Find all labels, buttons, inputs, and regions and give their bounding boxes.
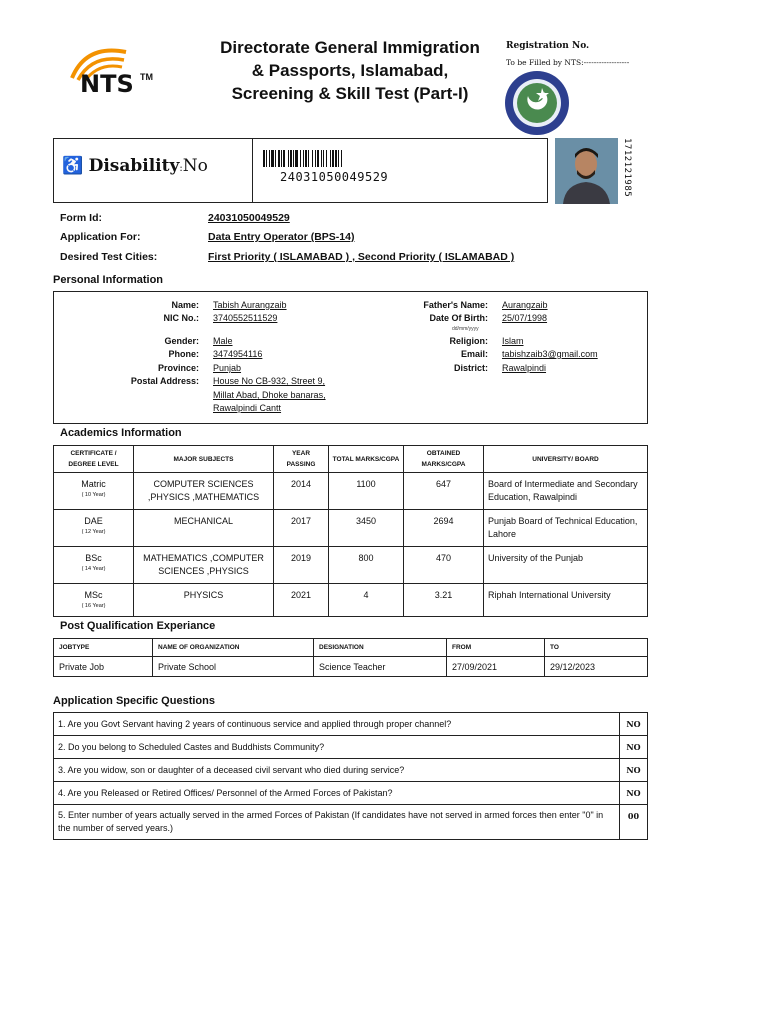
- registration-label: Registration No.: [506, 41, 590, 51]
- degree-level: MSc: [84, 590, 103, 600]
- experience-heading: Post Qualification Experiance: [60, 620, 216, 632]
- from-date: 27/09/2021: [447, 657, 545, 677]
- table-header: UNIVERSITY/ BOARD: [484, 446, 648, 473]
- questions-heading: Application Specific Questions: [53, 695, 215, 707]
- question-text: 2. Do you belong to Scheduled Castes and Buddhists Community?: [54, 736, 620, 759]
- major-subjects: COMPUTER SCIENCES ,PHYSICS ,MATHEMATICS: [134, 473, 274, 510]
- degree-level-cell: [54, 584, 134, 617]
- application-for-label: Application For:: [60, 231, 141, 243]
- obtained-marks: 3.21: [404, 584, 484, 617]
- form-id-label: Form Id:: [60, 212, 102, 224]
- email-label: Email:: [460, 349, 488, 359]
- accessibility-icon: ♿: [62, 156, 84, 176]
- to-date: 29/12/2023: [545, 657, 648, 677]
- year-passing: 2014: [274, 473, 329, 510]
- dob-format-hint: dd/mm/yyyy: [452, 326, 479, 332]
- year-passing: 2017: [274, 510, 329, 547]
- form-id-value: 24031050049529: [208, 212, 290, 224]
- barcode-icon: [263, 150, 405, 167]
- question-answer: NO: [620, 736, 648, 759]
- obtained-marks: 647: [404, 473, 484, 510]
- degree-level: BSc: [85, 553, 102, 563]
- religion-label: Religion:: [449, 336, 488, 346]
- table-header: FROM: [447, 639, 545, 657]
- personal-info-box: [53, 291, 648, 424]
- province-value: Punjab: [213, 363, 242, 373]
- district-value: Rawalpindi: [502, 363, 547, 373]
- question-answer: NO: [620, 782, 648, 805]
- table-row: [54, 510, 648, 547]
- nic-label: NIC No.:: [163, 313, 199, 323]
- degree-years: ( 16 Year): [81, 603, 106, 609]
- title-line: Screening & Skill Test (Part-I): [231, 84, 469, 103]
- photo-side-id: 1712121985: [622, 138, 632, 198]
- table-header-row: [54, 639, 648, 657]
- phone-value: 3474954116: [213, 349, 263, 359]
- test-cities-label: Desired Test Cities:: [60, 251, 158, 263]
- total-marks: 800: [329, 547, 404, 584]
- degree-level: Matric: [81, 479, 106, 489]
- table-row: [54, 657, 648, 677]
- applicant-photo: [555, 138, 618, 204]
- question-row: [54, 805, 648, 840]
- major-subjects: MECHANICAL: [134, 510, 274, 547]
- box-divider: [252, 139, 253, 202]
- dob-label: Date Of Birth:: [429, 313, 488, 323]
- title-line: & Passports, Islamabad,: [251, 61, 449, 80]
- table-header: TO: [545, 639, 648, 657]
- designation: Science Teacher: [314, 657, 447, 677]
- table-header: NAME OF ORGANIZATION: [153, 639, 314, 657]
- email-value: tabishzaib3@gmail.com: [502, 349, 598, 359]
- disability-value: No: [182, 156, 208, 176]
- province-label: Province:: [157, 363, 199, 373]
- question-row: [54, 736, 648, 759]
- postal-address-line: House No CB-932, Street 9,: [213, 376, 326, 386]
- year-passing: 2021: [274, 584, 329, 617]
- degree-level: DAE: [84, 516, 103, 526]
- university-board: Board of Intermediate and Secondary Education, Rawalpindi: [484, 473, 648, 510]
- application-for-value: Data Entry Operator (BPS-14): [208, 231, 355, 243]
- table-header: CERTIFICATE / DEGREE LEVEL: [54, 446, 134, 473]
- obtained-marks: 2694: [404, 510, 484, 547]
- disability-status: [62, 156, 208, 176]
- father-name-label: Father's Name:: [423, 300, 488, 310]
- total-marks: 1100: [329, 473, 404, 510]
- year-passing: 2019: [274, 547, 329, 584]
- title-line: Directorate General Immigration: [220, 38, 480, 57]
- logo-trademark: TM: [140, 72, 153, 82]
- experience-table: [53, 638, 648, 677]
- question-answer: 00: [620, 805, 648, 840]
- disability-barcode-box: [53, 138, 548, 203]
- organization-name: Private School: [153, 657, 314, 677]
- phone-label: Phone:: [168, 349, 199, 359]
- question-text: 5. Enter number of years actually served in the armed Forces of Pakistan (If candidates have not served in armed forces then enter "0" in the number of served years.): [54, 805, 620, 840]
- gender-value: Male: [213, 336, 233, 346]
- major-subjects: PHYSICS: [134, 584, 274, 617]
- father-name-value: Aurangzaib: [502, 300, 548, 310]
- degree-years: ( 10 Year): [81, 492, 106, 498]
- total-marks: 4: [329, 584, 404, 617]
- postal-address-line: Rawalpindi Cantt: [213, 403, 282, 413]
- disability-separator: :: [179, 163, 183, 174]
- major-subjects: MATHEMATICS ,COMPUTER SCIENCES ,PHYSICS: [134, 547, 274, 584]
- logo-text: NTS: [80, 70, 134, 98]
- postal-address-label: Postal Address:: [130, 376, 199, 386]
- disability-label: Disability: [88, 156, 180, 176]
- table-header-row: [54, 446, 648, 473]
- page-title: [200, 36, 500, 105]
- university-board: Punjab Board of Technical Education, Lahore: [484, 510, 648, 547]
- obtained-marks: 470: [404, 547, 484, 584]
- degree-level-cell: [54, 473, 134, 510]
- table-row: [54, 584, 648, 617]
- degree-level-cell: [54, 510, 134, 547]
- nic-value: 3740552511529: [213, 313, 278, 323]
- table-header: DESIGNATION: [314, 639, 447, 657]
- questions-table: [53, 712, 648, 840]
- barcode-number: 24031050049529: [280, 170, 389, 184]
- total-marks: 3450: [329, 510, 404, 547]
- table-header: YEAR PASSING: [274, 446, 329, 473]
- question-answer: NO: [620, 759, 648, 782]
- name-label: Name:: [171, 300, 199, 310]
- question-text: 3. Are you widow, son or daughter of a deceased civil servant who died during service?: [54, 759, 620, 782]
- academics-table: [53, 445, 648, 617]
- personal-info-heading: Personal Information: [53, 274, 164, 286]
- registration-fill-note: To be Filled by NTS:------------------: [506, 58, 630, 67]
- university-board: University of the Punjab: [484, 547, 648, 584]
- job-type: Private Job: [54, 657, 153, 677]
- gender-label: Gender:: [164, 336, 199, 346]
- table-header: TOTAL MARKS/CGPA: [329, 446, 404, 473]
- table-header: JOBTYPE: [54, 639, 153, 657]
- question-text: 1. Are you Govt Servant having 2 years of continuous service and applied through proper channel?: [54, 713, 620, 736]
- test-cities-value: First Priority ( ISLAMABAD ) , Second Priority ( ISLAMABAD ): [208, 251, 515, 263]
- academics-heading: Academics Information: [60, 427, 182, 439]
- religion-value: Islam: [502, 336, 524, 346]
- table-header: OBTAINED MARKS/CGPA: [404, 446, 484, 473]
- table-row: [54, 547, 648, 584]
- district-label: District:: [453, 363, 488, 373]
- table-row: [54, 473, 648, 510]
- postal-address-line: Millat Abad, Dhoke banaras,: [213, 390, 326, 400]
- question-answer: NO: [620, 713, 648, 736]
- question-row: [54, 713, 648, 736]
- degree-years: ( 14 Year): [81, 566, 106, 572]
- question-text: 4. Are you Released or Retired Offices/ Personnel of the Armed Forces of Pakistan?: [54, 782, 620, 805]
- table-header: MAJOR SUBJECTS: [134, 446, 274, 473]
- name-value: Tabish Aurangzaib: [213, 300, 287, 310]
- dob-value: 25/07/1998: [502, 313, 548, 323]
- university-board: Riphah International University: [484, 584, 648, 617]
- question-row: [54, 759, 648, 782]
- directorate-seal-icon: [504, 70, 570, 136]
- degree-years: ( 12 Year): [81, 529, 106, 535]
- question-row: [54, 782, 648, 805]
- degree-level-cell: [54, 547, 134, 584]
